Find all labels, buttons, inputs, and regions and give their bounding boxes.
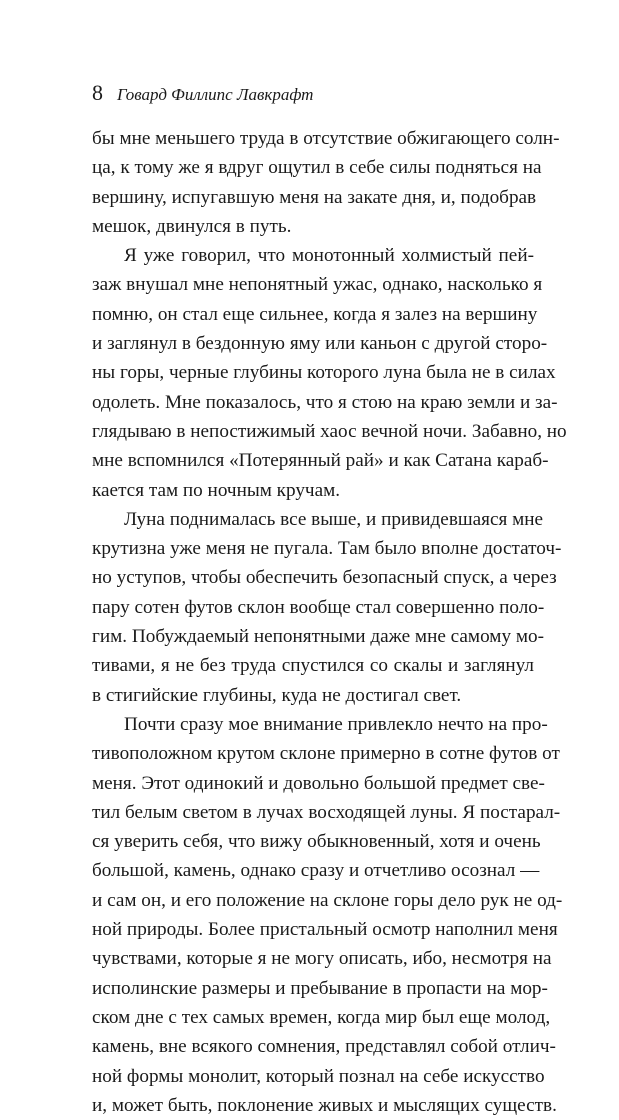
text-line: заж внушал мне непонятный ужас, однако, насколько я xyxy=(92,274,543,296)
text-line: тил белым светом в лучах восходящей луны. Я постарал- xyxy=(92,801,561,823)
text-line: мешок, двинулся в путь. xyxy=(92,215,292,237)
text-line: мне вспомнился «Потерянный рай» и как Сатана караб- xyxy=(92,450,549,472)
text-line: кается там по ночным кручам. xyxy=(92,479,341,501)
text-line: большой, камень, однако сразу и отчетливо осознал — xyxy=(92,860,540,882)
text-line: но уступов, чтобы обеспечить безопасный спуск, а через xyxy=(92,567,557,589)
text-line: ся уверить себя, что вижу обыкновенный, хотя и очень xyxy=(92,831,541,853)
text-line: ной формы монолит, который познал на себе искусство xyxy=(92,1065,545,1087)
text-line: одолеть. Мне показалось, что я стою на краю земли и за- xyxy=(92,391,558,413)
text-line: тивами, я не без труда спустился со скалы и заглянул xyxy=(92,655,534,677)
text-line: Почти сразу мое внимание привлекло нечто на про- xyxy=(124,713,548,735)
text-line: помню, он стал еще сильнее, когда я залез на вершину xyxy=(92,303,538,325)
text-line: камень, вне всякого сомнения, представлял собой отлич- xyxy=(92,1036,556,1058)
text-line: и, может быть, поклонение живых и мыслящих существ. xyxy=(92,1094,557,1116)
text-line: ной природы. Более пристальный осмотр наполнил меня xyxy=(92,919,558,941)
page-number: 8 xyxy=(92,80,103,105)
text-line: пару сотен футов склон вообще стал совершенно поло- xyxy=(92,596,545,618)
text-line: меня. Этот одинокий и довольно большой предмет све- xyxy=(92,772,545,794)
text-line: глядываю в непостижимый хаос вечной ночи. Забавно, но xyxy=(92,420,567,442)
running-head xyxy=(92,80,534,116)
text-line: тивоположном крутом склоне примерно в сотне футов от xyxy=(92,743,560,765)
text-line: в стигийские глубины, куда не достигал свет. xyxy=(92,684,462,706)
text-line: Я уже говорил, что монотонный холмистый пей- xyxy=(124,245,534,267)
book-page xyxy=(92,80,567,1120)
text-line: бы мне меньшего труда в отсутствие обжигающего солн- xyxy=(92,128,560,149)
text-line: Луна поднималась все выше, и привидевшаяся мне xyxy=(124,508,544,530)
running-title: Говард Филлипс Лавкрафт xyxy=(117,85,314,104)
text-line: исполинские размеры и пребывание в пропасти на мор- xyxy=(92,977,548,999)
text-line: чувствами, которые я не могу описать, ибо, несмотря на xyxy=(92,948,552,970)
text-line: гим. Побуждаемый непонятными даже мне самому мо- xyxy=(92,626,544,648)
text-line: ца, к тому же я вдруг ощутил в себе силы подняться на xyxy=(92,157,542,179)
text-line: и заглянул в бездонную яму или каньон с другой сторо- xyxy=(92,333,548,355)
text-line: вершину, испугавшую меня на закате дня, и, подобрав xyxy=(92,186,537,208)
text-line: ны горы, черные глубины которого луна была не в силах xyxy=(92,362,556,384)
body-text xyxy=(92,124,567,1120)
text-line: крутизна уже меня не пугала. Там было вполне достаточ- xyxy=(92,538,562,560)
text-line: и сам он, и его положение на склоне горы дело рук не од- xyxy=(92,889,563,911)
text-line: ском дне с тех самых времен, когда мир был еще молод, xyxy=(92,1006,551,1028)
